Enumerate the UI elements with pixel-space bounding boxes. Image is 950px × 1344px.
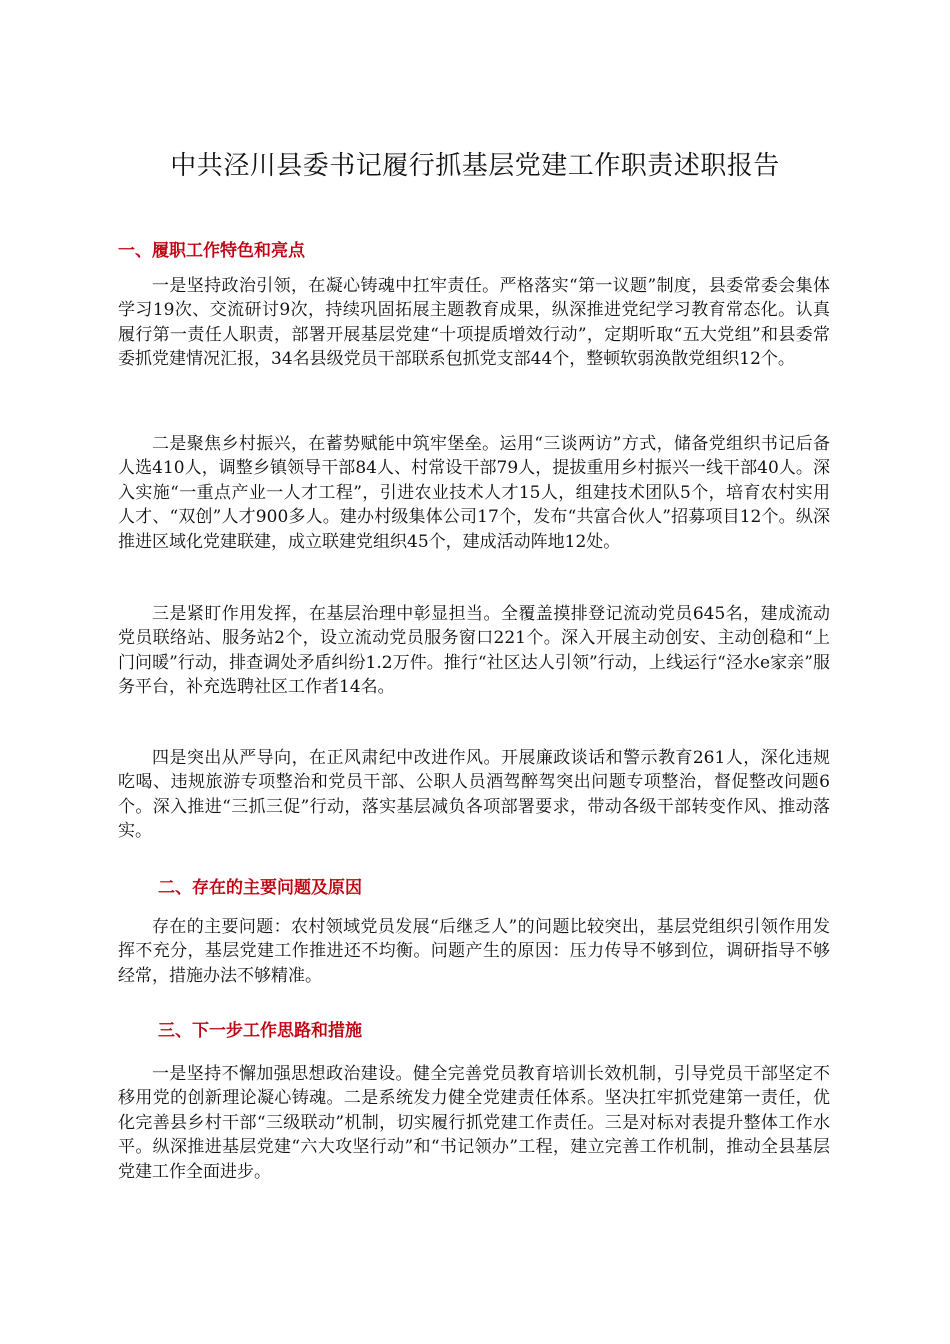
section-1-paragraph-1: 一是坚持政治引领，在凝心铸魂中扛牢责任。严格落实“第一议题”制度，县委常委会集体学习19次、交流研讨9次，持续巩固拓展主题教育成果，纵深推进党纪学习教育常态化。认真履行第一责任人职责，部署开展基层党建“十项提质增效行动”，定期听取“五大党组”和县委常委抓党建情况汇报，34名县级党员干部联系包抓党支部44个，整顿软弱涣散党组织12个。 bbox=[118, 276, 830, 370]
section-1-paragraph-4: 四是突出从严导向，在正风肃纪中改进作风。开展廉政谈话和警示教育261人，深化违规吃喝、违规旅游专项整治和党员干部、公职人员酒驾醉驾突出问题专项整治，督促整改问题6个。深入推进“三抓三促”行动，落实基层减负各项部署要求，带动各级干部转变作风、推动落实。 bbox=[118, 748, 830, 842]
page-title: 中共泾川县委书记履行抓基层党建工作职责述职报告 bbox=[170, 151, 780, 181]
section-heading-2: 二、存在的主要问题及原因 bbox=[158, 878, 362, 898]
section-1-paragraph-2: 二是聚焦乡村振兴，在蓄势赋能中筑牢堡垒。运用“三谈两访”方式，储备党组织书记后备人选410人，调整乡镇领导干部84人、村常设干部79人，提拔重用乡村振兴一线干部40人。深入实施“一重点产业一人才工程”，引进农业技术人才15人，组建技术团队5个，培育农村实用人才、“双创”人才900多人。建办村级集体公司17个，发布“共富合伙人”招募项目12个。纵深推进区域化党建联建，成立联建党组织45个，建成活动阵地12处。 bbox=[118, 434, 830, 552]
section-2-paragraph-1: 存在的主要问题：农村领域党员发展“后继乏人”的问题比较突出，基层党组织引领作用发挥不充分，基层党建工作推进还不均衡。问题产生的原因：压力传导不够到位，调研指导不够经常，措施办法不够精准。 bbox=[118, 917, 830, 986]
section-1-paragraph-3: 三是紧盯作用发挥，在基层治理中彰显担当。全覆盖摸排登记流动党员645名，建成流动党员联络站、服务站2个，设立流动党员服务窗口221个。深入开展主动创安、主动创稳和“上门问暖”行动，排查调处矛盾纠纷1.2万件。推行“社区达人引领”行动，上线运行“泾水e家亲”服务平台，补充选聘社区工作者14名。 bbox=[118, 604, 830, 698]
section-heading-3: 三、下一步工作思路和措施 bbox=[158, 1021, 362, 1041]
section-3-paragraph-1: 一是坚持不懈加强思想政治建设。健全完善党员教育培训长效机制，引导党员干部坚定不移用党的创新理论凝心铸魂。二是系统发力健全党建责任体系。坚决扛牢抓党建第一责任，优化完善县乡村干部“三级联动”机制，切实履行抓党建工作责任。三是对标对表提升整体工作水平。纵深推进基层党建“六大攻坚行动”和“书记领办”工程，建立完善工作机制，推动全县基层党建工作全面进步。 bbox=[118, 1064, 830, 1182]
section-heading-1: 一、履职工作特色和亮点 bbox=[118, 241, 305, 261]
